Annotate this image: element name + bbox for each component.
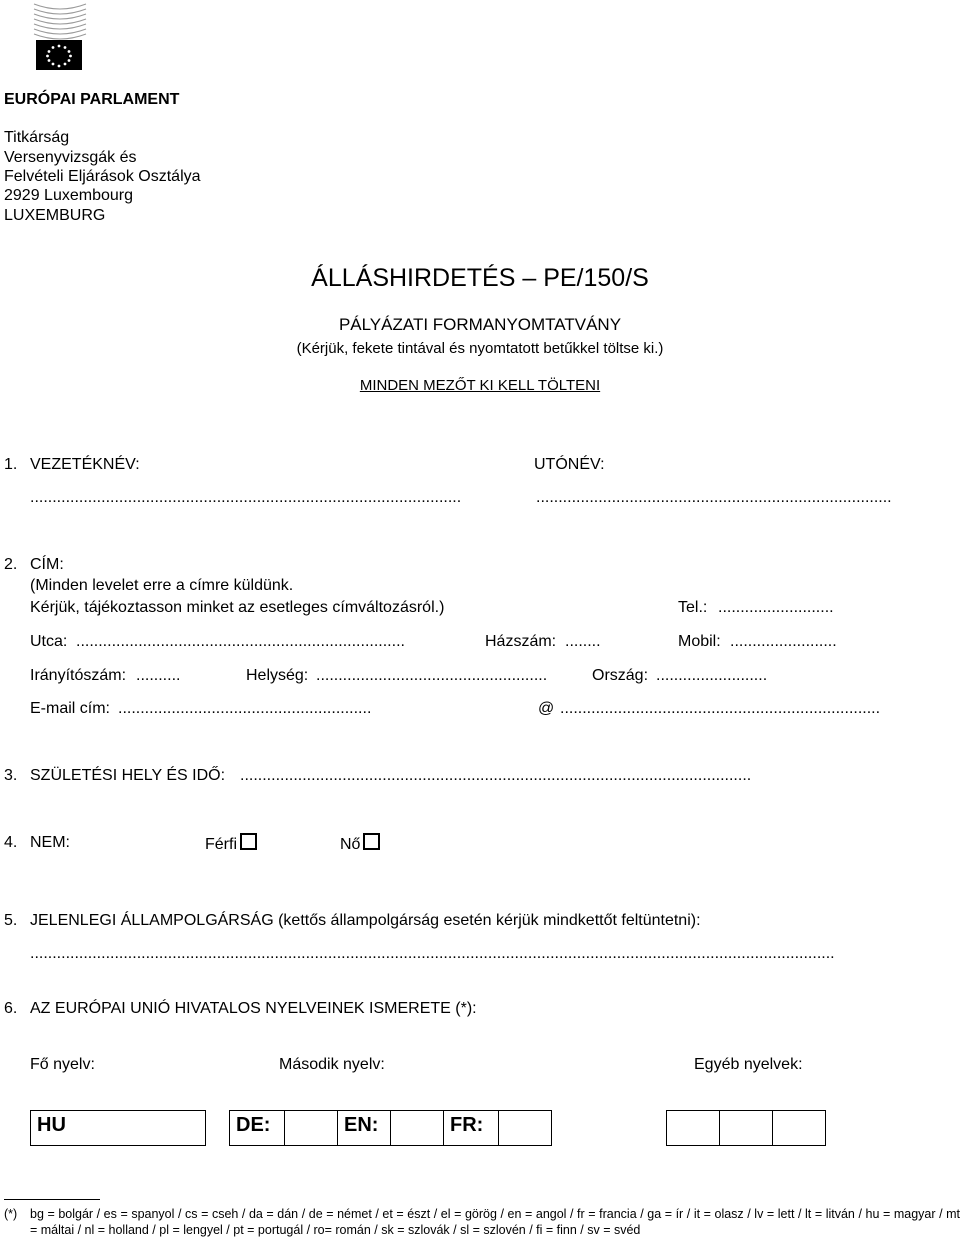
other-lang-cell[interactable] [720, 1111, 773, 1146]
gender-male-label: Férfi [205, 836, 237, 853]
second-language-label: Második nyelv: [279, 1056, 385, 1073]
street-field[interactable]: .......................................................................... [76, 633, 405, 650]
firstname-label: UTÓNÉV: [534, 456, 605, 473]
gender-female-option[interactable] [340, 833, 380, 855]
mobile-field[interactable]: ........................ [730, 633, 837, 650]
form-title: PÁLYÁZATI FORMANYOMTATVÁNY [338, 315, 622, 334]
lang-cell-en[interactable]: EN: [338, 1111, 391, 1146]
email-domain-field[interactable]: ........................................................................ [560, 700, 881, 717]
section-number: 1. [4, 456, 18, 473]
address-note: Kérjük, tájékoztasson minket az esetleges címváltozásról.) [30, 599, 445, 616]
main-language-table [30, 1110, 206, 1146]
house-number-field[interactable]: ........ [565, 633, 601, 650]
main-language-cell[interactable]: HU [31, 1111, 206, 1146]
footnote-divider [4, 1199, 100, 1200]
institution-name: EURÓPAI PARLAMENT [4, 91, 180, 108]
country-field[interactable]: ......................... [656, 667, 768, 684]
surname-label: VEZETÉKNÉV: [30, 456, 140, 473]
footnote-mark: (*) [4, 1207, 18, 1221]
section-number: 3. [4, 767, 18, 784]
country-label: Ország: [592, 667, 649, 684]
firstname-field[interactable]: ................................................................................ [536, 489, 892, 506]
lang-cell-fr[interactable]: FR: [444, 1111, 499, 1146]
address-label: CÍM: [30, 556, 64, 573]
second-language-table [229, 1110, 552, 1146]
gender-male-option[interactable] [205, 833, 257, 855]
address-line: Titkárság [4, 129, 70, 146]
form-instruction: (Kérjük, fekete tintával és nyomtatott betűkkel töltse ki.) [296, 340, 664, 357]
tel-label: Tel.: [678, 599, 708, 616]
address-line: Felvételi Eljárások Osztálya [4, 168, 201, 185]
street-label: Utca: [30, 633, 68, 650]
other-lang-cell[interactable] [773, 1111, 826, 1146]
ep-logo [30, 0, 90, 72]
birth-label: SZÜLETÉSI HELY ÉS IDŐ: [30, 767, 226, 784]
page-title: ÁLLÁSHIRDETÉS – PE/150/S [311, 264, 649, 292]
email-label: E-mail cím: [30, 700, 110, 717]
citizenship-field[interactable]: ..................................................................................................................................................................................... [30, 945, 835, 962]
footnote-text: bg = bolgár / es = spanyol / cs = cseh / da = dán / de = német / et = észt / el = görög / en = angol / fr = francia / ga = ír / it = olasz / lv = lett / lt = litván / hu = magyar / mt = máltai / nl = holland / pl = lengyel / pt = portugál / ro= román / sk = szlovák / sl = szlovén / fi = finn / sv = svéd [30, 1207, 960, 1237]
address-note: (Minden levelet erre a címre küldünk. [30, 577, 294, 594]
lang-cell-de[interactable]: DE: [230, 1111, 285, 1146]
surname-field[interactable]: ................................................................................................. [30, 489, 462, 506]
address-line: 2929 Luxembourg [4, 187, 133, 204]
section-number: 6. [4, 1000, 18, 1017]
birth-field[interactable]: ................................................................................................................... [240, 767, 752, 784]
section-number: 4. [4, 834, 18, 851]
at-sign: @ [538, 700, 555, 717]
other-languages-table [666, 1110, 826, 1146]
zip-label: Irányítószám: [30, 667, 127, 684]
address-line: LUXEMBURG [4, 207, 106, 224]
languages-label: AZ EURÓPAI UNIÓ HIVATALOS NYELVEINEK ISMERETE (*): [30, 1000, 477, 1017]
section-number: 5. [4, 912, 18, 929]
ep-logo-graphic [30, 0, 90, 72]
house-number-label: Házszám: [485, 633, 557, 650]
gender-label: NEM: [30, 834, 70, 851]
gender-female-label: Nő [340, 836, 361, 853]
city-field[interactable]: .................................................... [316, 667, 548, 684]
other-lang-cell[interactable] [667, 1111, 720, 1146]
address-line: Versenyvizsgák és [4, 149, 137, 166]
lang-cell-empty[interactable] [499, 1111, 552, 1146]
male-checkbox[interactable] [240, 833, 257, 850]
city-label: Helység: [246, 667, 309, 684]
lang-cell-empty[interactable] [391, 1111, 444, 1146]
tel-field[interactable]: .......................... [718, 599, 834, 616]
mobile-label: Mobil: [678, 633, 721, 650]
mandatory-notice: MINDEN MEZŐT KI KELL TÖLTENI [359, 377, 601, 394]
email-user-field[interactable]: ......................................................... [118, 700, 372, 717]
citizenship-label: JELENLEGI ÁLLAMPOLGÁRSÁG (kettős állampolgárság esetén kérjük mindkettőt feltüntetni): [30, 912, 701, 929]
lang-cell-empty[interactable] [285, 1111, 338, 1146]
main-language-label: Fő nyelv: [30, 1056, 95, 1073]
female-checkbox[interactable] [363, 833, 380, 850]
zip-field[interactable]: .......... [136, 667, 181, 684]
other-languages-label: Egyéb nyelvek: [694, 1056, 803, 1073]
section-number: 2. [4, 556, 18, 573]
